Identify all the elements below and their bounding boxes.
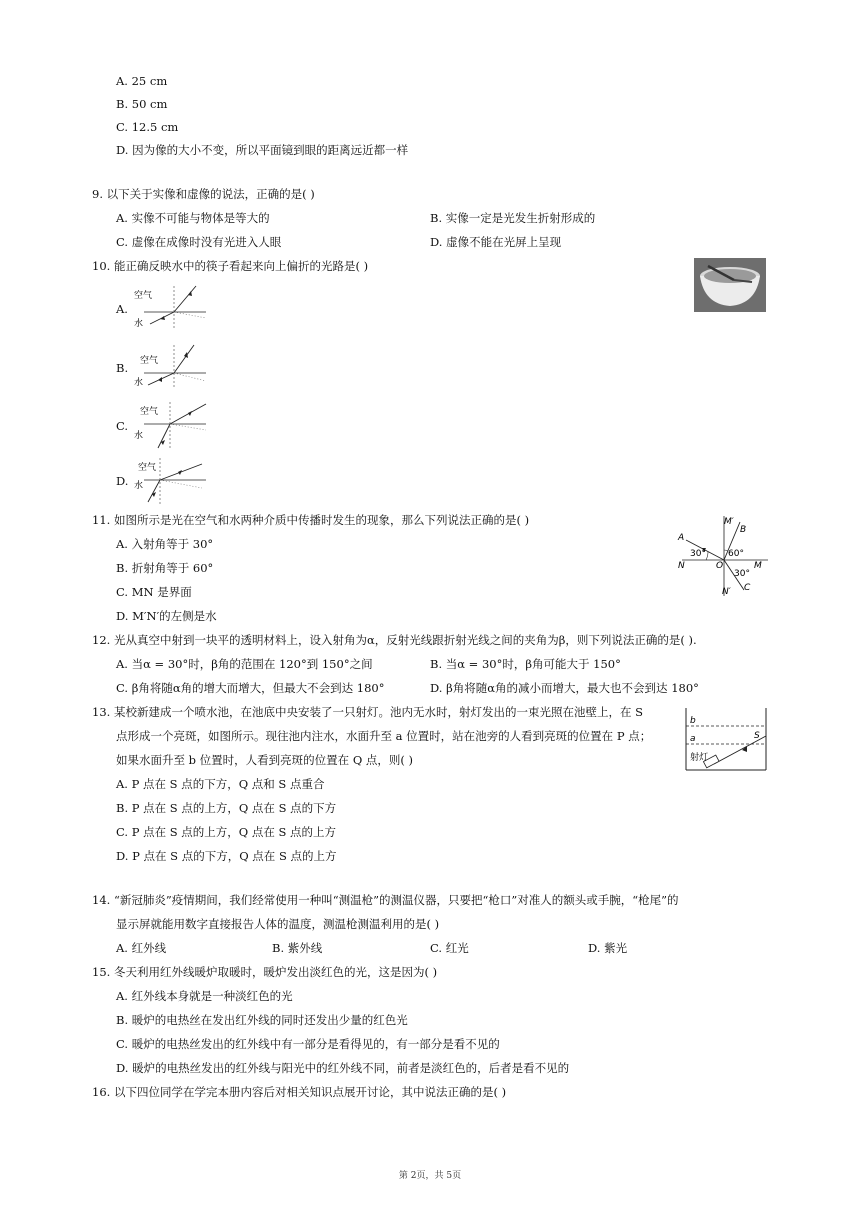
- label-c: C: [744, 583, 751, 593]
- q13-option-c: C. P 点在 S 点的上方，Q 点在 S 点的上方: [116, 825, 337, 839]
- q14-option-b: B. 紫外线: [272, 941, 323, 955]
- q12-stem: 12. 光从真空中射到一块平的透明材料上，设入射角为α，反射光线跟折射光线之间的夹角为β，则下列说法正确的是( ).: [92, 633, 697, 647]
- water-label: 水: [134, 319, 144, 329]
- q11-option-d: D. M′N′的左侧是水: [116, 609, 217, 623]
- air-label: 空气: [134, 291, 153, 301]
- bowl-chopstick-photo: [694, 258, 766, 312]
- air-label: 空气: [140, 356, 159, 366]
- label-lamp: 射灯: [690, 753, 709, 763]
- q14-stem-line-1: 14. “新冠肺炎”疫情期间，我们经常使用一种叫“测温枪”的测温仪器，只要把“枪口”对准人的额头或手腕，“枪尾”的: [92, 893, 679, 907]
- q14-option-d: D. 紫光: [588, 941, 628, 955]
- q11-option-c: C. MN 是界面: [116, 585, 192, 599]
- q15-option-b: B. 暖炉的电热丝在发出红外线的同时还发出少量的红色光: [116, 1013, 408, 1027]
- page-footer: 第 2页，共 5页: [398, 1171, 462, 1181]
- q10-diagram-a: [130, 282, 210, 332]
- q9-stem: 9. 以下关于实像和虚像的说法，正确的是( ): [92, 187, 315, 201]
- q10-diagram-c: [130, 400, 210, 450]
- q13-option-d: D. P 点在 S 点的下方，Q 点在 S 点的上方: [116, 849, 337, 863]
- q15-option-a: A. 红外线本身就是一种淡红色的光: [116, 989, 293, 1003]
- label-water-level-b: b: [690, 716, 696, 726]
- q11-option-a: A. 入射角等于 30°: [116, 537, 214, 551]
- q13-stem-line-3: 如果水面升至 b 位置时，人看到亮斑的位置在 Q 点，则( ): [116, 753, 414, 767]
- label-water-level-a: a: [690, 734, 696, 744]
- q14-stem-line-2: 显示屏就能用数字直接报告人体的温度，测温枪测温利用的是( ): [116, 917, 440, 931]
- q10-option-c: C.: [116, 419, 129, 433]
- q10-option-b: B.: [116, 361, 129, 375]
- label-m-prime: M′: [724, 517, 734, 527]
- water-label: 水: [134, 378, 144, 388]
- q9-option-c: C. 虚像在成像时没有光进入人眼: [116, 235, 282, 249]
- label-n: N: [678, 561, 685, 571]
- q8-option-b: B. 50 cm: [116, 97, 168, 111]
- q11-stem: 11. 如图所示是光在空气和水两种介质中传播时发生的现象，那么下列说法正确的是( ): [92, 513, 530, 527]
- water-label: 水: [134, 481, 144, 491]
- q12-option-a: A. 当α = 30°时，β角的范围在 120°到 150°之间: [116, 657, 373, 671]
- q12-option-b: B. 当α = 30°时，β角可能大于 150°: [430, 657, 621, 671]
- q13-option-a: A. P 点在 S 点的下方，Q 点和 S 点重合: [116, 777, 325, 791]
- label-60: 60°: [728, 549, 744, 559]
- q10-stem: 10. 能正确反映水中的筷子看起来向上偏折的光路是( ): [92, 259, 369, 273]
- label-o: O: [716, 561, 724, 571]
- q13-stem-line-1: 13. 某校新建成一个喷水池，在池底中央安装了一只射灯。池内无水时，射灯发出的一束光照在池壁上，在 S: [92, 705, 643, 719]
- q14-option-a: A. 红外线: [116, 941, 167, 955]
- air-label: 空气: [140, 407, 159, 417]
- q9-option-a: A. 实像不可能与物体是等大的: [116, 211, 270, 225]
- label-a: A: [678, 533, 685, 543]
- label-m: M: [754, 561, 762, 571]
- label-s: S: [754, 731, 760, 741]
- q8-option-c: C. 12.5 cm: [116, 120, 179, 134]
- air-label: 空气: [138, 463, 157, 473]
- q11-refraction-diagram: [672, 510, 772, 598]
- q10-diagram-d: [130, 456, 210, 506]
- q15-option-c: C. 暖炉的电热丝发出的红外线中有一部分是看得见的，有一部分是看不见的: [116, 1037, 500, 1051]
- q8-option-d: D. 因为像的大小不变，所以平面镜到眼的距离远近都一样: [116, 143, 409, 157]
- label-30-right: 30°: [734, 569, 750, 579]
- q14-option-c: C. 红光: [430, 941, 469, 955]
- q8-option-a: A. 25 cm: [116, 74, 168, 88]
- bowl-chopstick-image: [694, 258, 766, 312]
- water-label: 水: [134, 431, 144, 441]
- label-n-prime: N′: [722, 587, 731, 597]
- q9-option-b: B. 实像一定是光发生折射形成的: [430, 211, 596, 225]
- q13-pool-diagram: [684, 706, 768, 772]
- q10-option-d: D.: [116, 474, 129, 488]
- q10-diagram-b: [130, 341, 210, 391]
- q13-stem-line-2: 点形成一个亮斑，如图所示。现往池内注水，水面升至 a 位置时，站在池旁的人看到亮斑的位置在 P 点；: [116, 729, 652, 743]
- q12-option-c: C. β角将随α角的增大而增大，但最大不会到达 180°: [116, 681, 385, 695]
- q13-option-b: B. P 点在 S 点的上方，Q 点在 S 点的下方: [116, 801, 337, 815]
- label-b: B: [740, 525, 747, 535]
- q12-option-d: D. β角将随α角的减小而增大，最大也不会到达 180°: [430, 681, 699, 695]
- q10-option-a: A.: [116, 302, 128, 316]
- q9-option-d: D. 虚像不能在光屏上呈现: [430, 235, 562, 249]
- q15-stem: 15. 冬天利用红外线暖炉取暖时，暖炉发出淡红色的光，这是因为( ): [92, 965, 438, 979]
- q16-stem: 16. 以下四位同学在学完本册内容后对相关知识点展开讨论，其中说法正确的是( ): [92, 1085, 507, 1099]
- q11-option-b: B. 折射角等于 60°: [116, 561, 214, 575]
- q15-option-d: D. 暖炉的电热丝发出的红外线与阳光中的红外线不同，前者是淡红色的，后者是看不见的: [116, 1061, 570, 1075]
- label-30-left: 30°: [690, 549, 706, 559]
